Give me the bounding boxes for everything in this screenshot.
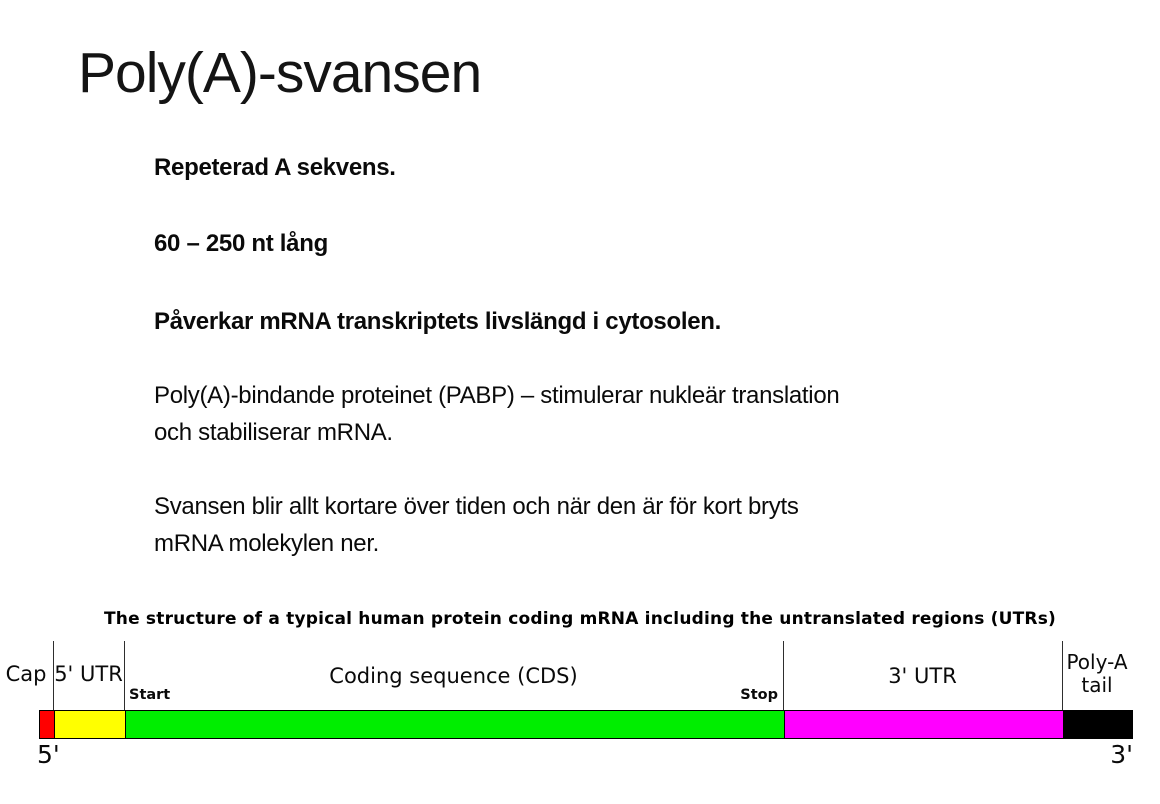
label-cap: Cap (5, 662, 47, 686)
label-3-prime-end: 3' (1110, 740, 1133, 769)
label-cds: Coding sequence (CDS) (329, 664, 578, 688)
mrna-bar (39, 710, 1133, 739)
segment-5utr (54, 711, 125, 738)
bullet-text: Påverkar mRNA transkriptets livslängd i cytosolen. (154, 308, 721, 335)
diagram-title: The structure of a typical human protein coding mRNA including the untranslated regions (UTRs) (103, 609, 1057, 629)
label-polya-line2: tail (1081, 673, 1113, 697)
label-3utr: 3' UTR (888, 664, 957, 688)
label-5-prime-end: 5' (37, 740, 60, 769)
bullet-text: Repeterad A sekvens. (154, 154, 396, 181)
bullet-text-line2: mRNA molekylen ner. (154, 530, 380, 557)
page-title: Poly(A)-svansen (78, 41, 482, 105)
label-stop-codon: Stop (740, 687, 778, 703)
segment-cap (40, 711, 54, 738)
bullet-text: 60 – 250 nt lång (154, 230, 328, 257)
bullet-text-line1: Svansen blir allt kortare över tiden och när den är för kort bryts (154, 493, 799, 520)
label-5utr: 5' UTR (54, 662, 123, 686)
segment-3utr (784, 711, 1063, 738)
label-polya-tail (1060, 651, 1134, 697)
bullet-text-line2: och stabiliserar mRNA. (154, 419, 393, 446)
segment-cds (125, 711, 784, 738)
bullet-text-line1: Poly(A)-bindande proteinet (PABP) – stimulerar nukleär translation (154, 382, 840, 409)
segment-polya-tail (1063, 711, 1132, 738)
label-polya-line1: Poly-A (1066, 650, 1128, 674)
label-start-codon: Start (129, 687, 171, 703)
